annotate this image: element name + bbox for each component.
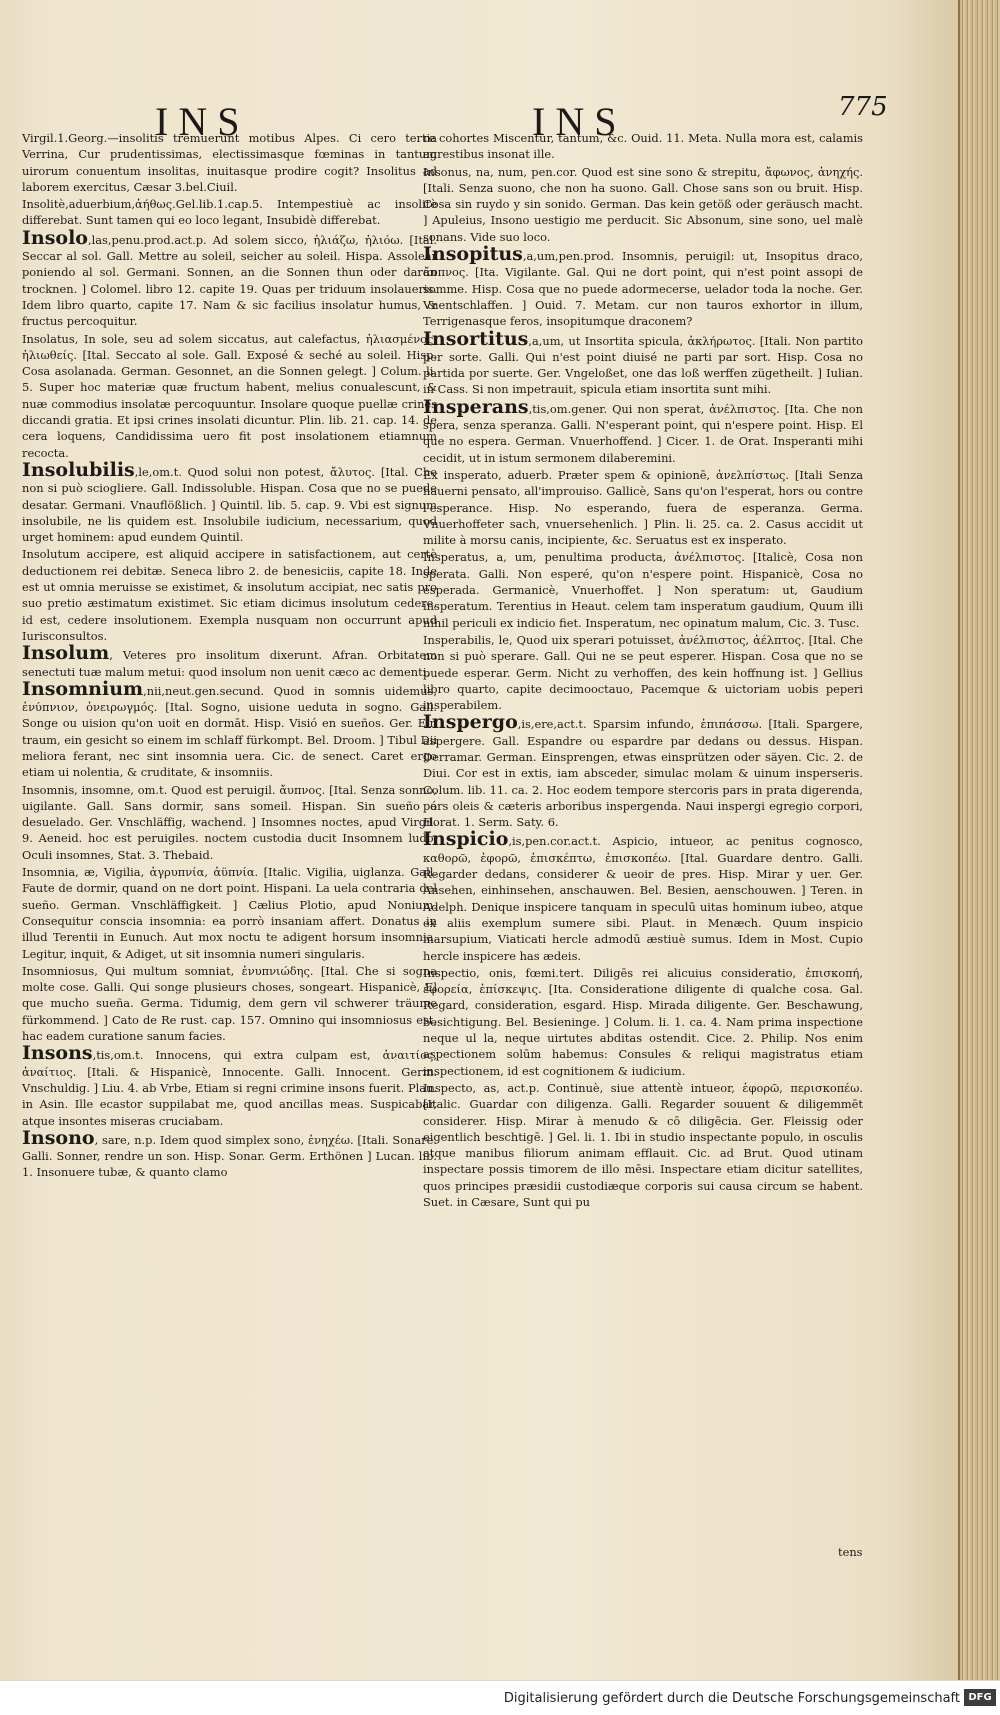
dictionary-entry — [22, 226, 437, 330]
digitization-footer — [0, 1680, 1000, 1715]
dictionary-entry — [22, 963, 437, 1044]
entry-text: Insonus, na, num, pen.cor. Quod est sine sono & strepitu, ἄφωνος, ἀνηχής. [Itali. Senza suono, che non ha suono. Gall. Chose sans son ou bruit. Hisp. Cosa sin ruydo y sin sonido. German. Das kein getöß oder geräusch macht. ] Apuleius, Insono uestigio me perducit. Sic Absonum, sine sono, uel malè sonans. Vide suo loco. — [423, 164, 863, 244]
running-head-right: INS — [532, 99, 627, 144]
dictionary-entry — [423, 1080, 863, 1210]
entry-headword: Insomnium — [22, 677, 144, 700]
dictionary-entry — [423, 632, 863, 713]
entry-text: ,nii,neut.gen.secund. Quod in somnis uidemus, ἐνύπνιον, ὀνειρωγμός. [Ital. Sogno, uisione ueduta in sogno. Gall. Songe ou uision qu'on uoit en dormāt. Hisp. Visió en sueños. Ger. Ein traum, ein gesicht so einem im schlaff fürkompt. Bel. Droom. ] Tibul Dii meliora ferant, nec sint insomnia uera. Cic. de senect. Caret ergo etiam ui nolentia, & cruditate, & insomniis. — [22, 683, 437, 780]
dictionary-entry — [22, 642, 437, 680]
dictionary-entry — [423, 327, 863, 398]
entry-text: Insperatus, a, um, penultima producta, ἀνέλπιστος. [Italicè, Cosa non sperata. Galli. Non esperé, qu'on n'espere point. Hispanicè, Cosa no esperada. Germanicè, Vnuerhoffet. ] Non speratum: ut, Gaudium insperatum. Terentius in Heaut. celem tam insperatum gaudium, Quum illi nihil periculi ex indicio fiet. Insperatum, nec opinatum malum, Cic. 3. Tusc. — [423, 550, 863, 630]
entry-text: Insolutum accipere, est aliquid accipere in satisfactionem, aut certè deductionem rei debitæ. Seneca libro 2. de benesiciis, capite 18. Inde est ut omnia meruisse se existimet, & insolutum accipiat, nec satis pro suo pretio æstimatum existimet. Sic etiam dicimus insolutum cedere, id est, cedere insolutionem. Exempla nusquam non occurrunt apud Iurisconsultos. — [22, 547, 437, 643]
entry-text: Insomniosus, Qui multum somniat, ἐνυπνιώδης. [Ital. Che si sogna molte cose. Galli. Qui songe plusieurs choses, songeart. Hispanicè, El que mucho sueña. Germa. Tidumig, dem gern vil schwerer träume fürkommend. ] Cato de Re rust. cap. 157. Omnino qui insomniosus est, hac eadem curatione sanum facies. — [22, 963, 437, 1044]
dictionary-entry — [22, 1042, 437, 1128]
entry-text: ,is,pen.cor.act.t. Aspicio, intueor, ac penitus cognosco, καθορῶ, ἐφορῶ, ἐπισκέπτω, ἐπισκοπέω. [Ital. Guardare dentro. Galli. Regarder dedans, considerer & ueoir de pres. Hisp. Mirar y uer. Ger. Ansehen, einhinsehen, anschauwen. Bel. Besien, aenschouwen. ] Teren. in Adelph. Denique inspicere tanquam in speculū uitas hominum iubeo, atque ex aliis exemplum sumere sibi. Plaut. in Menæch. Quum inspicio marsupium, Viaticati hercle admodū æstiuè sumus. Idem in Most. Cupio hercle inspicere has ædeis. — [423, 834, 863, 963]
page-number: 775 — [838, 92, 888, 122]
entry-text: ,las,penu.prod.act.p. Ad solem sicco, ἡλιάζω, ἡλιόω. [Ital. Seccar al sol. Gall. Mettre au soleil, seicher au soleil. Hispa. Assolear poniendo al sol. Germani. Sonnen, an die Sonnen thun oder daran trocknen. ] Colomel. libro 12. capite 19. Quas per triduum insolaueris. Idem libro quarto, capite 17. Nam & sic facilius insolatur humus, & fructus percoquitur. — [22, 232, 437, 329]
left-column — [22, 130, 437, 1182]
dictionary-entry — [22, 546, 437, 644]
entry-text: ,a,um,pen.prod. Insomnis, peruigil: ut, Insopitus draco, ἄυπνος. [Ita. Vigilante. Gal. Qui ne dort point, qui n'est point assopi de somme. Hisp. Cosa que no puede adormecerse, uelador toda la noche. Ger. Vnentschlaffen. ] Ouid. 7. Metam. cur non tauros exhortor in illum, Terrigenasque feros, insopitumque draconem? — [423, 249, 863, 329]
entry-text: ,le,om.t. Quod solui non potest, ἄλυτος. [Ital. Che non si può sciogliere. Gall. Indissoluble. Hispan. Cosa que no se puede desatar. Germani. Vnauflößlich. ] Quintil. lib. 5. cap. 9. Vbi est signum insolubile, ne lis quidem est. Insolubile iudicium, necessarium, quod urget hominem: apud eundem Quintil. — [22, 464, 437, 545]
entry-text: Ex insperato, aduerb. Præter spem & opinionē, ἀνελπίστως. [Itali Senza hauerni pensato, all'improuiso. Gallicè, Sans qu'on l'esperat, hors ou contre l'esperance. Hisp. No esperando, fuera de esperanza. Germa. Vnuerhoffeter sach, vnuersehenlich. ] Plin. li. 25. ca. 2. Casus accidit ut milite à morsu canis, incipiente, &c. Seruatus est ex insperato. — [423, 467, 863, 548]
dictionary-entry — [423, 164, 863, 245]
entry-text: Insomnis, insomne, om.t. Quod est peruigil. ἄυπνος. [Ital. Senza sonno, uigilante. Gall. Sans dormir, sans someil. Hispan. Sin sueño ó desuelado. Ger. Vnschläffig, wachend. ] Insomnes noctes, apud Virgil. 9. Aeneid. hoc est peruigiles. noctem custodia ducit Insomnem ludo. Oculi insomnes, Stat. 3. Thebaid. — [22, 782, 437, 862]
dictionary-entry — [423, 711, 863, 830]
entry-headword: Insolubilis — [22, 458, 135, 481]
dictionary-entry — [423, 467, 863, 548]
footer-credit: Digitalisierung gefördert durch die Deutsche Forschungsgemeinschaft — [503, 1691, 960, 1706]
entry-headword: Insperans — [423, 395, 529, 418]
dictionary-entry — [22, 1126, 437, 1181]
entry-headword: Inspicio — [423, 828, 509, 851]
entry-text: ,is,ere,act.t. Sparsim infundo, ἐπιπάσσω. [Itali. Spargere, aspergere. Gall. Espandre ou espardre par dedans ou dessus. Hispan. Derramar. German. Einsprengen, etwas einsprützen oder säyen. Cic. 2. de Diui. Cor est in extis, iam absceder, simulac molam & uinum insperseris. Colum. lib. 11. ca. 2. Hoc eodem tempore stercoris pars in prata digerenda, pars oleis & cæteris arboribus inspergenda. Naui inspergi egregio corpori, Horat. 1. Serm. Saty. 6. — [423, 717, 863, 830]
dictionary-entry — [22, 677, 437, 781]
entry-text: Insolatus, In sole, seu ad solem siccatus, aut calefactus, ἡλιασμένος, ἡλιωθείς. [Ital. Seccato al sole. Gall. Exposé & seché au soleil. Hisp. Cosa asolanada. German. Gesonnet, an die Sonnen gelegt. ] Colum. li. 5. Super hoc materiæ quæ fructum habent, melius conualescunt, & nuæ commodius insolatæ percoquuntur. Insolare quoque puellæ crines diccandi gratia. Et ipsi crines insolati dicuntur. Plin. lib. 21. cap. 14. de cera loquens, Candidissima uero fit post insolationem etiamnum recocta. — [22, 331, 437, 460]
dictionary-entry — [423, 395, 863, 466]
entry-text: Inspectio, onis, fœmi.tert. Diligēs rei alicuius consideratio, ἐπισκοπή, ἐφορεία, ἐπίσκεψις. [Ita. Consideratione diligente di qualche cosa. Gal. Regard, consideration, esgard. Hisp. Mirada diligente. Ger. Beschawung, besichtigung. Bel. Besieninge. ] Colum. li. 1. ca. 4. Nam prima inspectione neque ul la, neque uirtutes abditas ostendit. Cice. 2. Philip. Nos enim aspectionem solūm habemus: Consules & reliqui magistratus etiam inspectionem, id est cognitionem & iudicium. — [423, 965, 863, 1078]
entry-text: , Veteres pro insolitum dixerunt. Afran. Orbitatem senectuti tuæ malum metui: quod insolum non uenit cæco ac dementi. — [22, 648, 437, 679]
dictionary-entry — [423, 130, 863, 163]
entry-headword: Insopitus — [423, 243, 523, 266]
entry-text: Insperabilis, le, Quod uix sperari potuisset, ἀνέλπιστος, ἀέλπτος. [Ital. Che non si può sperare. Gall. Qui ne se peut esperer. Hispan. Cosa que no se puede esperar. Germ. Nicht zu verhoffen, des kein hoffnung ist. ] Gellius libro quarto, capite decimooctauo, Pacemque & uictoriam uobis peperi insperabilem. — [423, 632, 863, 713]
dictionary-entry — [423, 965, 863, 1079]
entry-text: Insolitè,aduerbium,ἀήθως.Gel.lib.1.cap.5. Intempestiuè ac insolitè differebat. Sunt tamen qui eo loco legant, Insubidè differebat. — [22, 197, 437, 228]
entry-text: Virgil.1.Georg.—insolitis tremuerunt motibus Alpes. Ci cero tertia Verrina, Cur prudentissimas, electissimasque fœminas in tantum uirorum conuentum insolitas, inuitasque prodire cogit? Insolitus ad laborem exercitus, Cæsar 3.bel.Ciuil. — [22, 131, 437, 194]
dictionary-entry — [22, 458, 437, 545]
dictionary-entry — [423, 828, 863, 963]
entry-headword: Insortitus — [423, 327, 529, 350]
dictionary-entry — [22, 130, 437, 195]
dictionary-entry — [22, 864, 437, 962]
entry-text: ,tis,om.gener. Qui non sperat, ἀνέλπιστος. [Ita. Che non spera, senza speranza. Galli. N'esperant point, qui n'espere point. Hisp. El que no espera. German. Vnuerhoffend. ] Cicer. 1. de Orat. Insperanti mihi cecidit, ut in istum sermonem dilaberemini. — [423, 401, 863, 465]
entry-text: ,tis,om.t. Innocens, qui extra culpam est, ἀναιτίος, ἀναίτιος. [Itali. & Hispanicè, Innocente. Galli. Innocent. Germ. Vnschuldig. ] Liu. 4. ab Vrbe, Etiam si regni crimine insons fuerit. Plau. in Asin. Ille ecastor suppilabat me, quod ancillas meas. Suspicabar, atque insontes miseras cruciabam. — [22, 1048, 437, 1128]
right-column — [423, 130, 863, 1211]
dictionary-entry — [423, 243, 863, 329]
entry-headword: Inspergo — [423, 711, 518, 734]
book-edge — [958, 0, 1000, 1680]
entry-headword: Insons — [22, 1042, 93, 1065]
entry-text: Inspecto, as, act.p. Continuè, siue attentè intueor, ἐφορῶ, περισκοπέω. [Italic. Guardar con diligenza. Galli. Regarder souuent & diligemmēt considerer. Hisp. Mirar à menudo & cō diligēcia. Ger. Fleissig oder eigentlich beschtigē. ] Gel. li. 1. Ibi in studio inspectante populo, in osculis atque manibus filiorum animam efflauit. Cic. ad Brut. Quod utinam inspectare possis timorem de illo mēsi. Inspectare etiam dicitur satellites, quos principes præsidii custodiæque corporis sui causa circum se habent. Suet. in Cæsare, Sunt qui pu — [423, 1080, 863, 1209]
running-head-left: INS — [155, 99, 250, 144]
entry-text: Insomnia, æ, Vigilia, ἀγρυπνία, ἀϋπνία. [Italic. Vigilia, uiglanza. Gall. Faute de dormir, quand on ne dort point. Hispani. La uela contraria del sueño. German. Vnschläffigkeit. ] Cælius Plotio, apud Nonium. Consequitur conscia insomnia: ea porrò insaniam affert. Donatus in illud Terentii in Eunuch. Aut mox noctu te adigent horsum insomnia. Legitur, inquit, & Adiget, ut sit insomnia numeri singularis. — [22, 865, 437, 961]
dictionary-entry — [22, 196, 437, 229]
entry-headword: Insolo — [22, 226, 88, 249]
entry-headword: Insono — [22, 1126, 95, 1149]
entry-text: , sare, n.p. Idem quod simplex sono, ἐνηχέω. [Itali. Sonare. Galli. Sonner, rendre un son. Hisp. Sonar. Germ. Erthönen ] Lucan. lib. 1. Insonuere tubæ, & quanto clamo — [22, 1132, 437, 1180]
dictionary-entry — [423, 549, 863, 630]
entry-headword: Insolum — [22, 642, 110, 665]
entry-text: re cohortes Miscentur, tantum, &c. Ouid. 11. Meta. Nulla mora est, calamis agrestibus insonat ille. — [423, 131, 863, 162]
dictionary-entry — [22, 782, 437, 863]
dfg-logo: DFG — [964, 1689, 996, 1706]
entry-text: ,a,um, ut Insortita spicula, ἀκλήρωτος. [Itali. Non partito per sorte. Galli. Qui n'est point diuisé ne parti par sort. Hisp. Cosa no partida por suerte. Ger. Vngeloßet, one das loß werffen zügetheilt. ] Iulian. in Cass. Si non impetrauit, spicula etiam insortita sunt mihi. — [423, 333, 863, 397]
dictionary-entry — [22, 331, 437, 461]
catchword: tens — [838, 1545, 863, 1559]
